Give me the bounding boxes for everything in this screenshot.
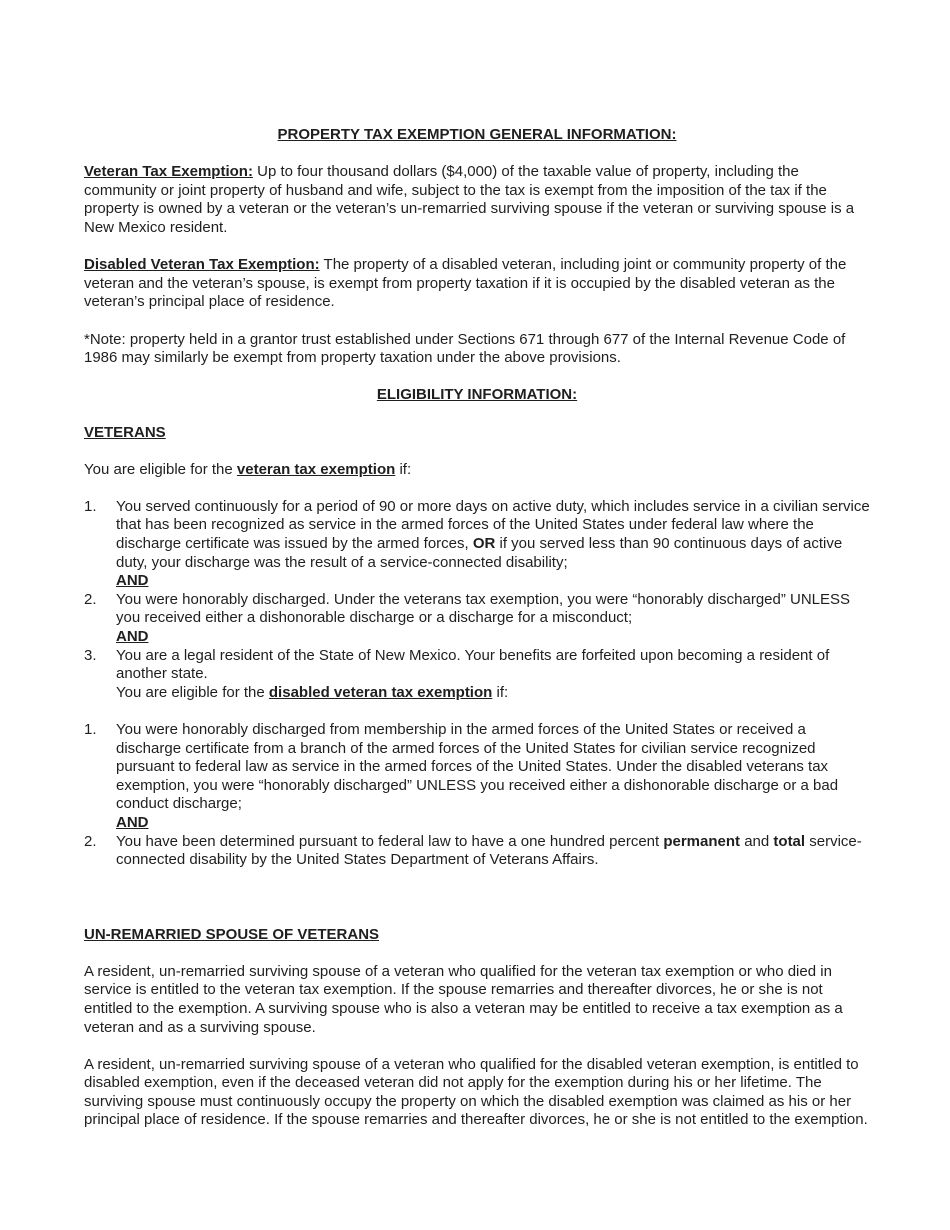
note-paragraph: *Note: property held in a grantor trust established under Sections 671 through 677 of the Internal Revenue Code of 1986 may similarly be exempt from property taxation under the above provisions. [84, 330, 846, 367]
spouse-paragraph-2: A resident, un-remarried surviving spouse of a veteran who qualified for the disabled veteran exemption, is entitled to disabled exemption, even if the deceased veteran did not apply for the exemption during his or her lifetime. The surviving spouse must continuously occupy the property on which the disabled exemption was claimed as his or her principal place of residence. If the spouse remarries and thereafter divorces, he or she is not entitled to the exemption. [84, 1055, 868, 1129]
list-item-text: and [740, 832, 774, 850]
veterans-intro [84, 461, 870, 480]
veterans-intro-post: if: [395, 460, 412, 478]
list-item [84, 591, 870, 647]
list-item-text: You have been determined pursuant to federal law to have a one hundred percent [116, 832, 664, 850]
spouse-heading: UN-REMARRIED SPOUSE OF VETERANS [84, 925, 380, 943]
veteran-exemption-label: Veteran Tax Exemption: [84, 163, 253, 181]
or-word: OR [472, 535, 496, 553]
document-page [84, 126, 870, 1130]
disabled-intro-term: disabled veteran tax exemption [268, 683, 493, 701]
disabled-exemption-paragraph [84, 256, 870, 312]
list-item [84, 833, 870, 870]
list-item [84, 498, 870, 591]
disabled-intro-post: if: [492, 683, 509, 701]
bold-total: total [773, 832, 806, 850]
veterans-heading: VETERANS [84, 423, 166, 441]
list-number: 1. [84, 721, 97, 738]
list-item [84, 721, 870, 833]
list-number: 3. [84, 646, 97, 664]
disabled-intro [84, 684, 870, 703]
section-spacer [84, 870, 870, 926]
veterans-intro-term: veteran tax exemption [236, 460, 396, 478]
disabled-exemption-text: The property of a disabled veteran, including joint or community property of the veteran and the veteran’s spouse, is exempt from property taxation if it is occupied by the disabled veteran as the veteran’s principal place of residence. [84, 256, 847, 311]
page-title: PROPERTY TAX EXEMPTION GENERAL INFORMATION: [277, 126, 677, 143]
veterans-criteria-list [84, 498, 870, 684]
list-item-text: if you served less than 90 continuous days of active duty, your discharge was the result of a service-connected disability; [116, 535, 843, 571]
disabled-criteria-list [84, 721, 870, 870]
list-number: 1. [84, 497, 97, 515]
list-number: 2. [84, 590, 97, 608]
list-item [84, 647, 870, 684]
disabled-intro-pre: You are eligible for the [116, 683, 269, 701]
and-label: AND [116, 628, 149, 646]
bold-permanent: permanent [663, 832, 741, 850]
list-item-text: You were honorably discharged from membership in the armed forces of the United States or received a discharge certificate from a branch of the armed forces of the United States for civilian service recognized pursuant to federal law as service in the armed forces of the United States. Under the disabled veterans tax exemption, you were “honorably discharged” UNLESS you received either a dishonorable discharge or a bad conduct discharge; [116, 721, 839, 813]
list-number: 2. [84, 832, 97, 850]
veteran-exemption-text: Up to four thousand dollars ($4,000) of the taxable value of property, including the community or joint property of husband and wife, subject to the tax is exempt from the imposition of the tax if the property is owned by a veteran or the veteran’s un-remarried surviving spouse if the veteran or surviving spouse is a New Mexico resident. [84, 163, 855, 236]
veteran-exemption-paragraph [84, 163, 870, 237]
list-item-text: You are a legal resident of the State of New Mexico. Your benefits are forfeited upon becoming a resident of another state. [116, 646, 830, 683]
disabled-exemption-label: Disabled Veteran Tax Exemption: [84, 256, 320, 274]
list-item-text: service-connected disability by the United States Department of Veterans Affairs. [116, 832, 862, 869]
and-label: AND [116, 813, 149, 831]
spouse-paragraph-1: A resident, un-remarried surviving spouse of a veteran who qualified for the veteran tax exemption or who died in service is entitled to the veteran tax exemption. If the spouse remarries and thereafter divorces, he or she is not entitled to the exemption. A surviving spouse who is also a veteran may be entitled to receive a tax exemption as a veteran and as a surviving spouse. [84, 962, 843, 1036]
veterans-intro-pre: You are eligible for the [84, 460, 237, 478]
list-item-text: You served continuously for a period of 90 or more days on active duty, which includes service in a civilian service that has been recognized as service in the armed forces of the United States under federal law where the discharge certificate was issued by the armed forces, [116, 497, 870, 553]
list-item-text: You were honorably discharged. Under the veterans tax exemption, you were “honorably discharged” UNLESS you received either a dishonorable discharge or a discharge for a misconduct; [116, 590, 851, 627]
eligibility-title: ELIGIBILITY INFORMATION: [376, 386, 578, 404]
and-label: AND [116, 572, 149, 590]
